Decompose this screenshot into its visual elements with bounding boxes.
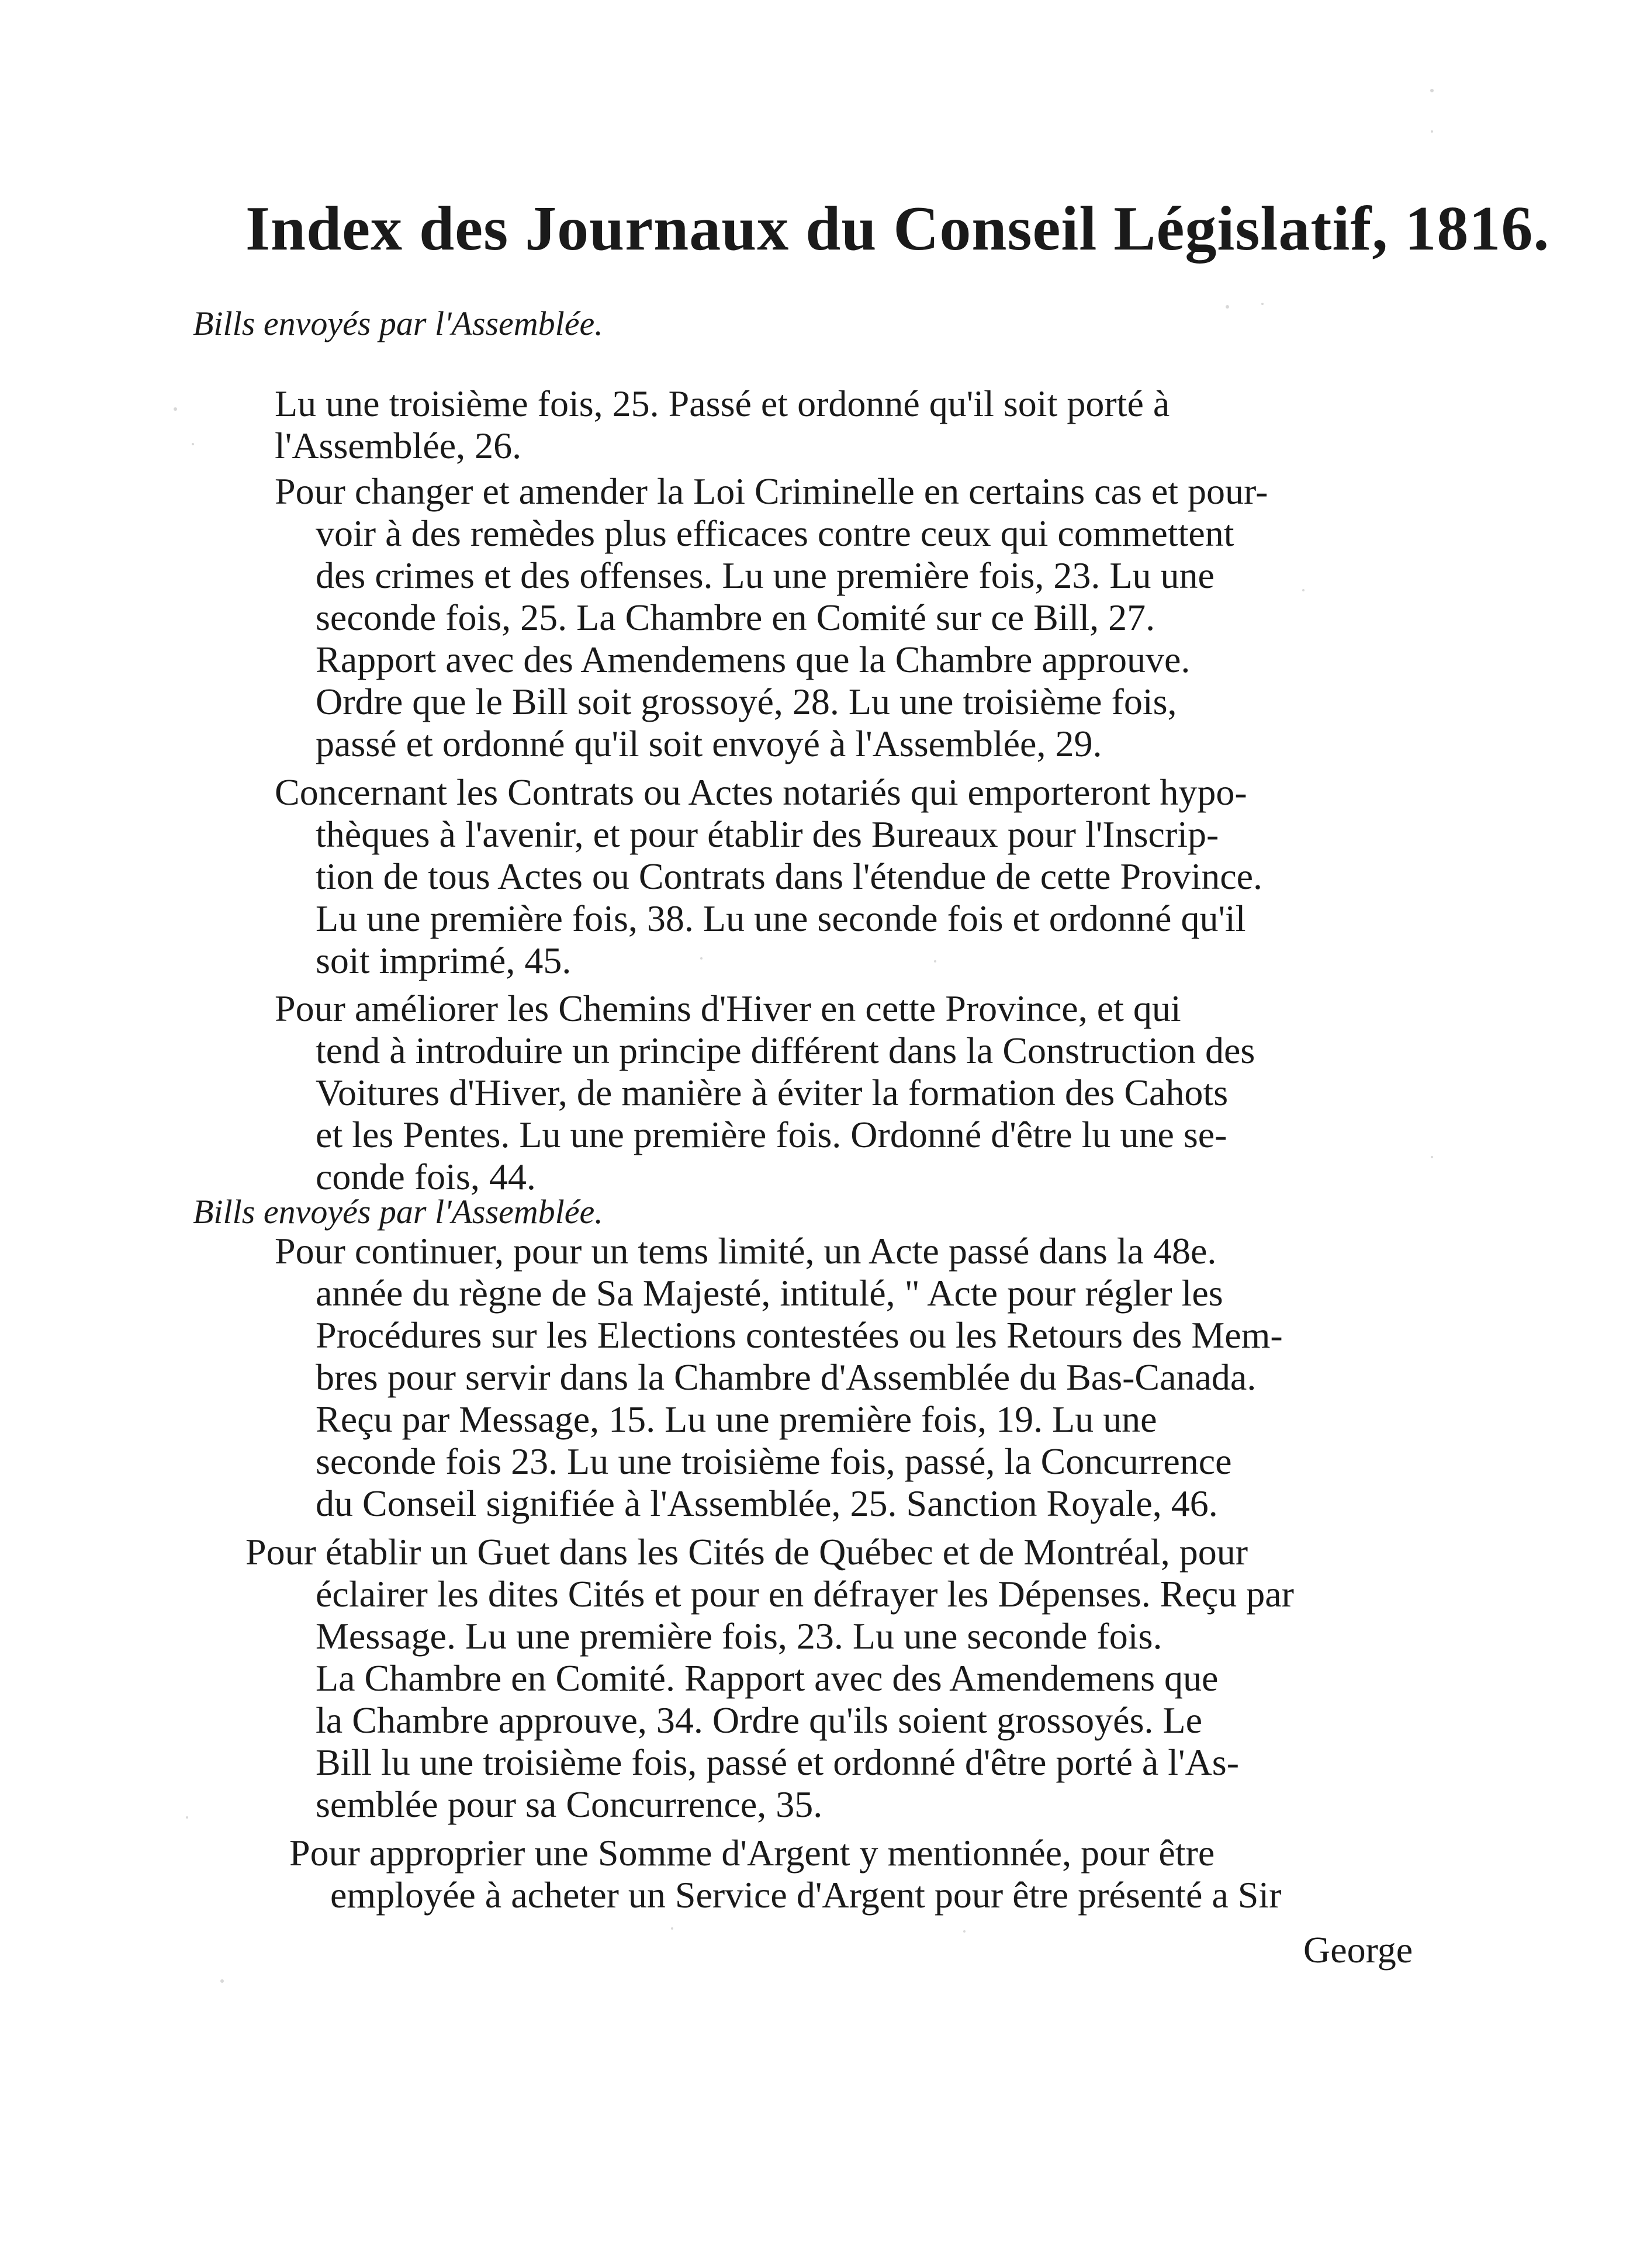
catchword: George — [1303, 1929, 1413, 1971]
text-line: Bill lu une troisième fois, passé et ordonné d'être porté à l'As- — [316, 1741, 1239, 1783]
text-line: bres pour servir dans la Chambre d'Assemblée du Bas-Canada. — [316, 1356, 1257, 1398]
text-line: passé et ordonné qu'il soit envoyé à l'Assemblée, 29. — [316, 723, 1102, 764]
text-line: soit imprimé, 45. — [316, 940, 572, 981]
page-title: Index des Journaux du Conseil Législatif, 1816. — [245, 194, 1550, 264]
text-line: Lu une troisième fois, 25. Passé et ordonné qu'il soit porté à — [275, 383, 1170, 424]
text-line: Message. Lu une première fois, 23. Lu une seconde fois. — [316, 1615, 1162, 1657]
index-entry — [245, 1531, 1391, 1826]
text-line: Reçu par Message, 15. Lu une première fois, 19. Lu une — [316, 1398, 1157, 1440]
index-entry — [275, 771, 1420, 982]
index-entry — [275, 988, 1420, 1198]
text-line: des crimes et des offenses. Lu une première fois, 23. Lu une — [316, 555, 1215, 596]
text-line: tion de tous Actes ou Contrats dans l'étendue de cette Province. — [316, 856, 1263, 897]
text-line: et les Pentes. Lu une première fois. Ordonné d'être lu une se- — [316, 1114, 1227, 1155]
continuation-text — [275, 383, 1420, 467]
index-entry — [289, 1832, 1435, 1916]
text-line: employée à acheter un Service d'Argent pour être présenté a Sir — [330, 1874, 1282, 1916]
text-line: l'Assemblée, 26. — [275, 425, 522, 466]
text-line: Lu une première fois, 38. Lu une seconde fois et ordonné qu'il — [316, 898, 1246, 939]
text-line: Procédures sur les Elections contestées ou les Retours des Mem- — [316, 1314, 1283, 1356]
index-entry — [275, 470, 1420, 765]
text-line: seconde fois 23. Lu une troisième fois, passé, la Concurrence — [316, 1441, 1232, 1482]
text-line: du Conseil signifiée à l'Assemblée, 25. Sanction Royale, 46. — [316, 1483, 1218, 1524]
section-heading: Bills envoyés par l'Assemblée. — [193, 304, 603, 342]
text-line: éclairer les dites Cités et pour en défrayer les Dépenses. Reçu par — [316, 1573, 1294, 1615]
text-line: semblée pour sa Concurrence, 35. — [316, 1784, 823, 1825]
text-line: Pour approprier une Somme d'Argent y mentionnée, pour être — [289, 1832, 1215, 1874]
text-line: conde fois, 44. — [316, 1156, 536, 1197]
text-line: tend à introduire un principe différent dans la Construction des — [316, 1030, 1255, 1071]
text-line: année du règne de Sa Majesté, intitulé, " Acte pour régler les — [316, 1272, 1223, 1314]
text-line: Pour continuer, pour un tems limité, un Acte passé dans la 48e. — [275, 1230, 1217, 1272]
text-line: La Chambre en Comité. Rapport avec des Amendemens que — [316, 1657, 1219, 1699]
section-heading: Bills envoyés par l'Assemblée. — [193, 1193, 603, 1231]
text-line: seconde fois, 25. La Chambre en Comité sur ce Bill, 27. — [316, 597, 1155, 638]
text-line: Voitures d'Hiver, de manière à éviter la formation des Cahots — [316, 1072, 1229, 1113]
text-line: Rapport avec des Amendemens que la Chambre approuve. — [316, 639, 1191, 680]
text-line: Pour améliorer les Chemins d'Hiver en cette Province, et qui — [275, 988, 1181, 1029]
text-line: Concernant les Contrats ou Actes notariés qui emporteront hypo- — [275, 771, 1247, 813]
index-entry — [275, 1230, 1420, 1525]
text-line: voir à des remèdes plus efficaces contre ceux qui commettent — [316, 513, 1234, 554]
text-line: Ordre que le Bill soit grossoyé, 28. Lu une troisième fois, — [316, 681, 1177, 722]
text-line: Pour établir un Guet dans les Cités de Québec et de Montréal, pour — [245, 1531, 1248, 1573]
text-line: thèques à l'avenir, et pour établir des Bureaux pour l'Inscrip- — [316, 813, 1219, 855]
text-line: Pour changer et amender la Loi Criminelle en certains cas et pour- — [275, 470, 1268, 512]
text-line: la Chambre approuve, 34. Ordre qu'ils soient grossoyés. Le — [316, 1699, 1202, 1741]
